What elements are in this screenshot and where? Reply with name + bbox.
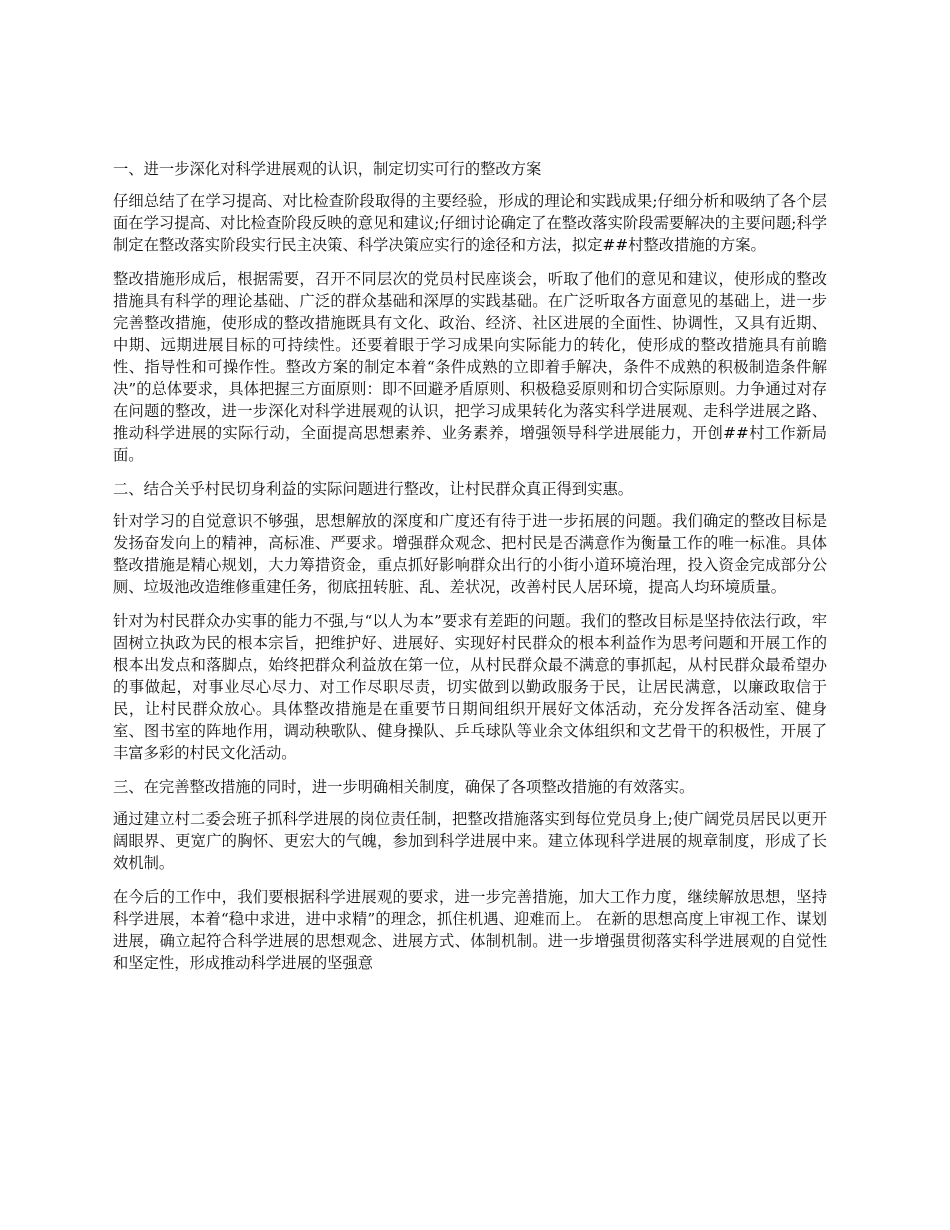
paragraph-5: 通过建立村二委会班子抓科学进展的岗位责任制，把整改措施落实到每位党员身上;使广阔党员居民以更开阔眼界、更宽广的胸怀、更宏大的气魄，参加到科学进展中来。建立体现科学进展的规章制度，形成了长效机制。 xyxy=(113,810,827,872)
paragraph-3: 针对学习的自觉意识不够强，思想解放的深度和广度还有待于进一步拓展的问题。我们确定的整改目标是发扬奋发向上的精神，高标准、严要求。增强群众观念、把村民是否满意作为衡量工作的唯一标准。具体整改措施是精心规划，大力筹措资金，重点抓好影响群众出行的小街小道环境治理，投入资金完成部分公厕、垃圾池改造维修重建任务，彻底扭转脏、乱、差状况，改善村民人居环境，提高人均环境质量。 xyxy=(113,512,827,596)
section-heading-3: 三、在完善整改措施的同时，进一步明确相关制度，确保了各项整改措施的有效落实。 xyxy=(113,778,695,796)
section-heading-2: 二、结合关乎村民切身利益的实际问题进行整改，让村民群众真正得到实惠。 xyxy=(113,480,634,498)
paragraph-1: 仔细总结了在学习提高、对比检查阶段取得的主要经验，形成的理论和实践成果;仔细分析和吸纳了各个层面在学习提高、对比检查阶段反映的意见和建议;仔细讨论确定了在整改落实阶段需要解决的主要问题;科学制定在整改落实阶段实行民主决策、科学决策应实行的途径和方法，拟定##村整改措施的方案。 xyxy=(113,192,827,254)
paragraph-4: 针对为村民群众办实事的能力不强,与“以人为本”要求有差距的问题。我们的整改目标是坚持依法行政，牢固树立执政为民的根本宗旨，把维护好、进展好、实现好村民群众的根本利益作为思考问题和开展工作的根本出发点和落脚点，始终把群众利益放在第一位，从村民群众最不满意的事抓起，从村民群众最希望办的事做起，对事业尽心尽力、对工作尽职尽责，切实做到以勤政服务于民，让居民满意，以廉政取信于民，让村民群众放心。具体整改措施是在重要节日期间组织开展好文体活动，充分发挥各活动室、健身室、图书室的阵地作用，调动秧歌队、健身操队、乒乓球队等业余文体组织和文艺骨干的积极性，开展了丰富多彩的村民文化活动。 xyxy=(113,612,827,762)
section-heading-1: 一、进一步深化对科学进展观的认识，制定切实可行的整改方案 xyxy=(113,160,542,178)
paragraph-2: 整改措施形成后，根据需要，召开不同层次的党员村民座谈会，听取了他们的意见和建议，使形成的整改措施具有科学的理论基础、广泛的群众基础和深厚的实践基础。在广泛听取各方面意见的基础上，进一步完善整改措施，使形成的整改措施既具有文化、政治、经济、社区进展的全面性、协调性，又具有近期、中期、远期进展目标的可持续性。还要着眼于学习成果向实际能力的转化，使形成的整改措施具有前瞻性、指导性和可操作性。整改方案的制定本着“条件成熟的立即着手解决，条件不成熟的积极制造条件解决”的总体要求，具体把握三方面原则：即不回避矛盾原则、积极稳妥原则和切合实际原则。力争通过对存在问题的整改，进一步深化对科学进展观的认识，把学习成果转化为落实科学进展观、走科学进展之路、推动科学进展的实际行动，全面提高思想素养、业务素养，增强领导科学进展能力，开创##村工作新局面。 xyxy=(113,270,827,464)
document-body xyxy=(113,158,827,986)
paragraph-6: 在今后的工作中，我们要根据科学进展观的要求，进一步完善措施，加大工作力度，继续解放思想，坚持科学进展，本着“稳中求进，进中求精”的理念，抓住机遇、迎难而上。 在新的思想高度上审视工作、谋划进展，确立起符合科学进展的思想观念、进展方式、体制机制。进一步增强贯彻落实科学进展观的自觉性和坚定性，形成推动科学进展的坚强意 xyxy=(113,888,827,972)
